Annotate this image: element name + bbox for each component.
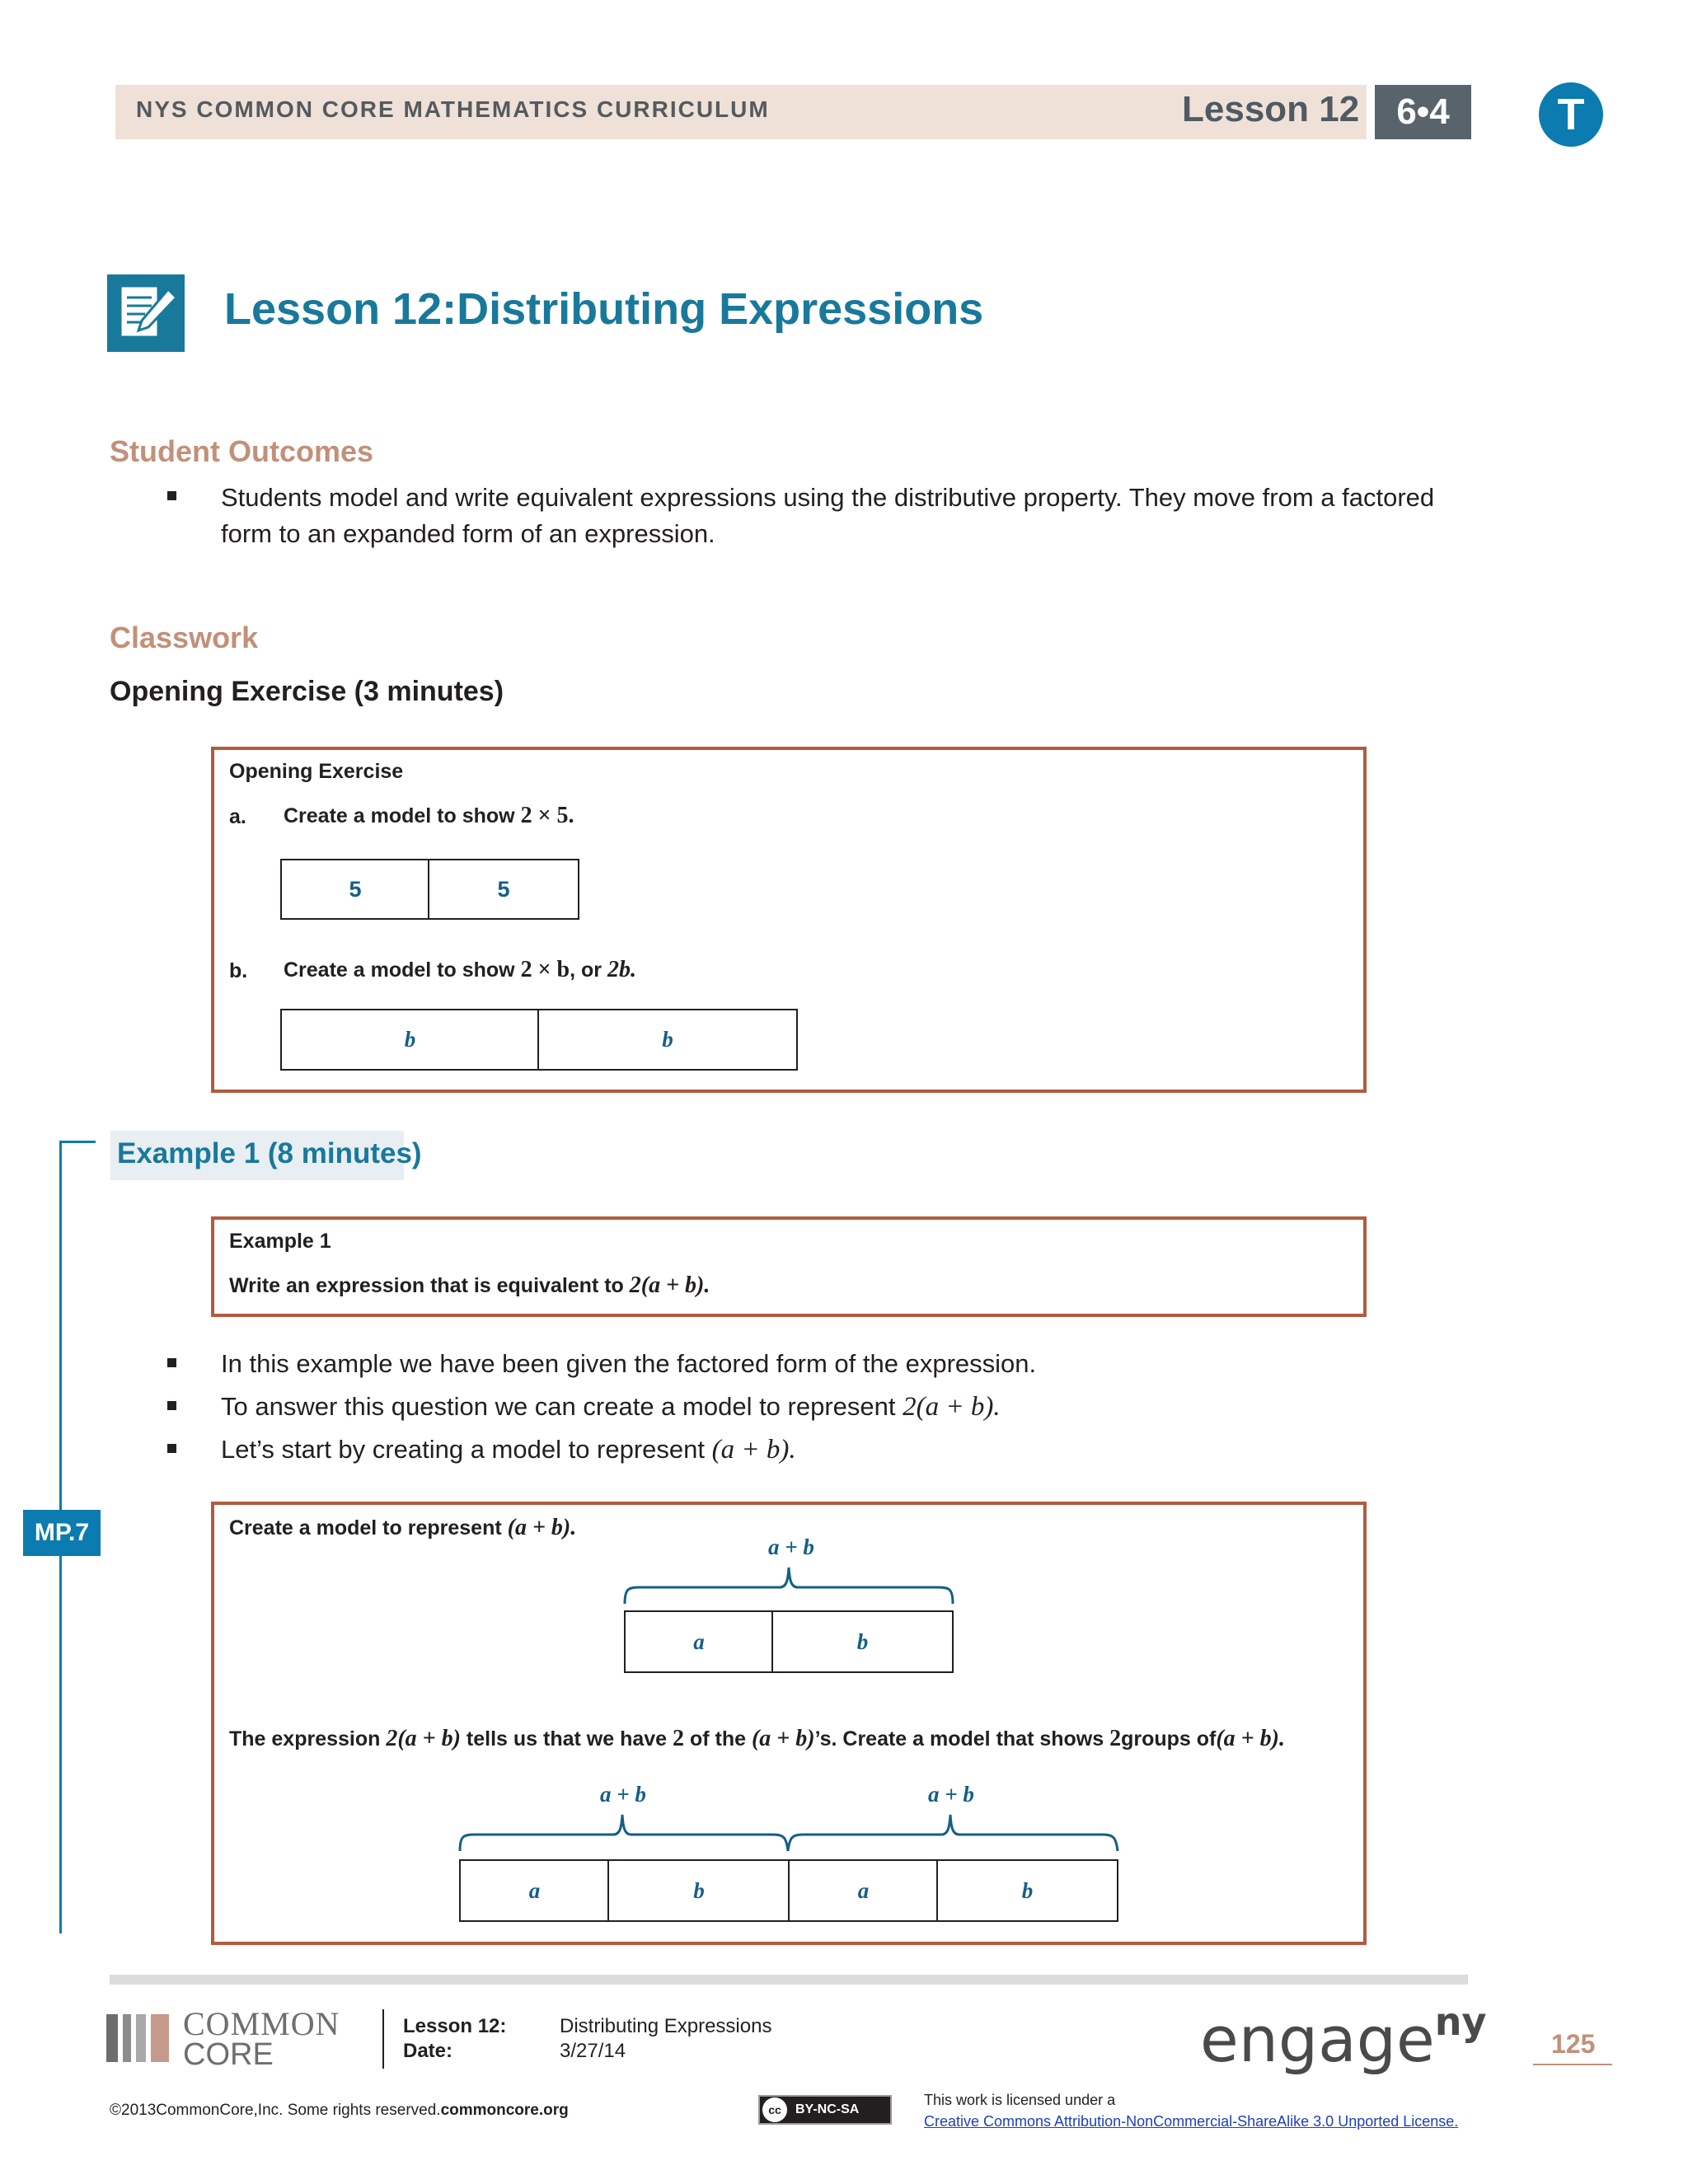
cc-icon: cc: [762, 2097, 787, 2122]
curly-brace: [623, 1564, 954, 1605]
item-a-text: Create a model to show: [284, 804, 515, 827]
bullet-marker: [167, 1358, 176, 1367]
engage-text: engage: [1200, 2003, 1435, 2076]
item-b-math-1: 2 × b: [520, 957, 570, 982]
grade-module-badge: 6•4: [1375, 85, 1471, 139]
item-b-text: Create a model to show: [284, 958, 515, 982]
copyright-text: ©2013CommonCore,Inc. Some rights reserved.: [110, 2102, 441, 2119]
license-link[interactable]: Creative Commons Attribution-NonCommercial-ShareAlike 3.0 Unported License.: [924, 2113, 1459, 2130]
example-bullet-3-math: (a + b).: [711, 1435, 796, 1465]
logo-text-core: CORE: [183, 2037, 274, 2072]
footer-date-value: 3/27/14: [560, 2040, 626, 2062]
footer-divider: [110, 1975, 1468, 1985]
footer-date-label: Date:: [403, 2040, 453, 2062]
model-cell-b: b: [607, 1859, 790, 1922]
example-1-heading: Example 1 (8 minutes): [117, 1137, 422, 1169]
bullet-marker: [167, 491, 176, 500]
sentence-math: 2(a + b): [386, 1726, 461, 1751]
copyright-site[interactable]: commoncore.org: [440, 2102, 569, 2119]
model-sentence: [229, 1726, 1285, 1752]
example-1-box: [211, 1216, 1367, 1317]
model-cell-a: a: [788, 1859, 939, 1922]
outcome-line-1: Students model and write equivalent expressions using the distributive property. They move from a factored: [221, 483, 1435, 512]
sentence-part: The expression: [229, 1727, 381, 1750]
item-b-mid: , or: [570, 958, 603, 982]
sentence-math: (a + b).: [1216, 1726, 1285, 1751]
engageny-logo: [1200, 1999, 1487, 2076]
example-bullet-1-text: In this example we have been given the factored form of the expression.: [221, 1349, 1037, 1378]
page-title: Lesson 12:Distributing Expressions: [224, 284, 984, 334]
logo-text-common: COMMON: [183, 2005, 340, 2042]
example-bullet-3-text: Let’s start by creating a model to represent: [221, 1435, 706, 1464]
bullet-marker: [167, 1401, 176, 1410]
item-b-prompt: [284, 957, 636, 983]
item-a-math: 2 × 5.: [520, 803, 574, 828]
opening-exercise-box-title: Opening Exercise: [229, 760, 404, 783]
sentence-part: ’s. Create a model that shows: [814, 1727, 1104, 1750]
model-cell-5: 5: [280, 859, 430, 920]
sentence-part: tells us that we have: [466, 1727, 668, 1750]
item-b-math-2: 2b.: [607, 957, 636, 982]
sentence-part: of the: [689, 1727, 747, 1750]
bullet-marker: [167, 1444, 176, 1453]
model-cell-a: a: [624, 1610, 774, 1673]
sentence-math: (a + b): [751, 1726, 815, 1751]
cc-license-badge[interactable]: [758, 2095, 892, 2125]
common-core-logo: [106, 2011, 172, 2068]
header-lesson-label: Lesson 12: [1182, 89, 1360, 129]
example-1-prompt: [229, 1272, 710, 1299]
brace-label: a + b: [928, 1782, 974, 1807]
sentence-part: groups of: [1121, 1727, 1217, 1750]
example-bullet-3: [221, 1432, 796, 1468]
copyright: [110, 2102, 569, 2120]
model-cell-b: b: [936, 1859, 1118, 1922]
item-a-prompt: [284, 803, 574, 829]
example-1-box-title: Example 1: [229, 1230, 331, 1253]
footer-separator: [382, 2009, 384, 2069]
model-prompt-text: Create a model to represent: [229, 1516, 502, 1540]
classwork-heading: Classwork: [110, 621, 259, 654]
item-a-label: a.: [229, 805, 246, 828]
math-practice-tag: MP.7: [23, 1510, 101, 1556]
teacher-edition-badge: T: [1539, 82, 1603, 147]
model-cell-b: b: [280, 1009, 540, 1071]
model-cell-b: b: [537, 1009, 798, 1071]
outcome-line-2: form to an expanded form of an expression.: [221, 519, 715, 548]
model-prompt: [229, 1515, 576, 1541]
lesson-notebook-icon: [107, 274, 185, 352]
brace-label: a + b: [600, 1782, 646, 1807]
cc-badge-text: BY-NC-SA: [795, 2102, 860, 2116]
model-cell-a: a: [459, 1859, 610, 1922]
example-bullet-2-text: To answer this question we can create a model to represent: [221, 1392, 896, 1421]
opening-exercise-heading: Opening Exercise (3 minutes): [110, 676, 504, 707]
model-prompt-math: (a + b).: [507, 1515, 577, 1540]
engage-ny: ny: [1434, 1999, 1487, 2044]
curriculum-title: NYS COMMON CORE MATHEMATICS CURRICULUM: [136, 96, 770, 122]
model-cell-b: b: [771, 1610, 954, 1673]
example-1-prompt-text: Write an expression that is equivalent to: [229, 1274, 624, 1297]
model-cell-5: 5: [428, 859, 579, 920]
curly-brace-double: [458, 1811, 1119, 1853]
mp-bracket-top: [59, 1141, 96, 1143]
license-intro: This work is licensed under a: [924, 2092, 1116, 2108]
example-1-prompt-math: 2(a + b).: [629, 1272, 710, 1298]
student-outcomes-heading: Student Outcomes: [110, 434, 374, 468]
example-bullet-2: [221, 1389, 1001, 1425]
sentence-math: 2: [673, 1726, 685, 1751]
example-bullet-1: [221, 1346, 1036, 1382]
page-number-underline: [1533, 2064, 1612, 2065]
page-number: 125: [1551, 2029, 1596, 2059]
footer-lesson-value: Distributing Expressions: [560, 2015, 772, 2037]
footer-lesson-label: Lesson 12:: [403, 2015, 507, 2037]
sentence-math: 2: [1109, 1726, 1122, 1751]
item-b-label: b.: [229, 959, 248, 982]
brace-label: a + b: [768, 1535, 814, 1559]
example-bullet-2-math: 2(a + b).: [903, 1392, 1001, 1422]
